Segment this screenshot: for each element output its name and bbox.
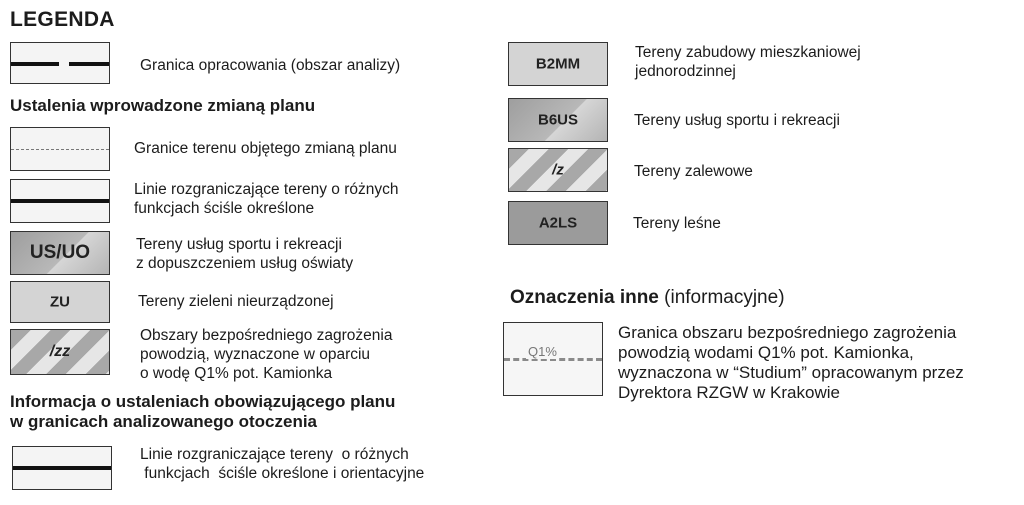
desc-line: Linie rozgraniczające tereny o różnych	[140, 446, 409, 463]
solid-line	[13, 466, 111, 470]
us-uo-code: US/UO	[29, 242, 91, 263]
desc-line: o wodę Q1% pot. Kamionka	[140, 365, 333, 382]
desc-line: z dopuszczeniem usług oświaty	[136, 255, 354, 272]
q1-desc	[618, 323, 964, 403]
dashed-line	[11, 149, 109, 150]
q1-code: Q1%	[528, 344, 557, 359]
legend-title: LEGENDA	[10, 8, 115, 31]
section-title-line: w granicach analizowanego otoczenia	[10, 412, 318, 431]
section-title-line: Informacja o ustaleniach obowiązującego planu	[10, 392, 396, 411]
b6us-swatch	[508, 98, 608, 142]
desc-line: wyznaczona w “Studium” opracowanym przez	[618, 363, 964, 382]
a2ls-desc: Tereny leśne	[633, 215, 721, 232]
zz-desc	[140, 326, 392, 383]
desc-line: Granica obszaru bezpośredniego zagrożenia	[618, 323, 957, 342]
desc-line: Tereny zabudowy mieszkaniowej	[635, 44, 861, 61]
boundary-swatch	[10, 42, 110, 84]
change-area-boundary-swatch	[10, 127, 110, 171]
desc-line: Linie rozgraniczające tereny o różnych	[134, 181, 399, 198]
z-code: /z	[552, 161, 564, 179]
zz-code: /zz	[49, 343, 71, 360]
q1-swatch	[503, 322, 603, 396]
desc-line: Obszary bezpośredniego zagrożenia	[140, 327, 393, 344]
section-other-title-normal: (informacyjne)	[664, 287, 785, 308]
boundary-desc: Granica opracowania (obszar analizy)	[140, 57, 401, 74]
change-area-boundary-desc: Granice terenu objętego zmianą planu	[134, 140, 397, 157]
solid-line	[11, 199, 109, 203]
zu-desc: Tereny zieleni nieurządzonej	[138, 293, 334, 310]
b6us-desc: Tereny usług sportu i rekreacji	[634, 112, 840, 129]
b2mm-code: B2MM	[535, 55, 581, 73]
desc-line: Tereny usług sportu i rekreacji	[136, 236, 342, 253]
b6us-code: B6US	[537, 111, 578, 129]
us-uo-swatch	[10, 231, 110, 275]
desc-line: powodzią wodami Q1% pot. Kamionka,	[618, 343, 914, 362]
boundary-line-segment-1	[11, 62, 59, 66]
desc-line: jednorodzinnej	[635, 63, 736, 80]
desc-line: powodzią, wyznaczone w oparciu	[140, 346, 371, 363]
a2ls-code: A2LS	[538, 214, 578, 232]
section-changes-title: Ustalenia wprowadzone zmianą planu	[10, 96, 316, 115]
section-existing-title	[10, 392, 395, 432]
boundary-line-segment-2	[69, 62, 109, 66]
section-other-title-bold: Oznaczenia inne	[510, 287, 659, 308]
z-desc: Tereny zalewowe	[634, 163, 753, 180]
us-uo-desc	[136, 235, 353, 273]
zu-code: ZU	[50, 293, 70, 311]
desc-line: funkcjach ściśle określone	[134, 200, 315, 217]
existing-lines-swatch	[12, 446, 112, 490]
zu-swatch	[10, 281, 110, 323]
desc-line: funkcjach ściśle określone i orientacyjne	[140, 465, 425, 482]
delimiting-lines-swatch	[10, 179, 110, 223]
b2mm-desc	[635, 43, 861, 81]
b2mm-swatch	[508, 42, 608, 86]
a2ls-swatch	[508, 201, 608, 245]
delimiting-lines-desc	[134, 180, 399, 218]
existing-lines-desc	[140, 445, 424, 483]
zz-swatch	[10, 329, 110, 375]
section-other-title	[510, 287, 785, 309]
desc-line: Dyrektora RZGW w Krakowie	[618, 383, 840, 402]
z-swatch	[508, 148, 608, 192]
